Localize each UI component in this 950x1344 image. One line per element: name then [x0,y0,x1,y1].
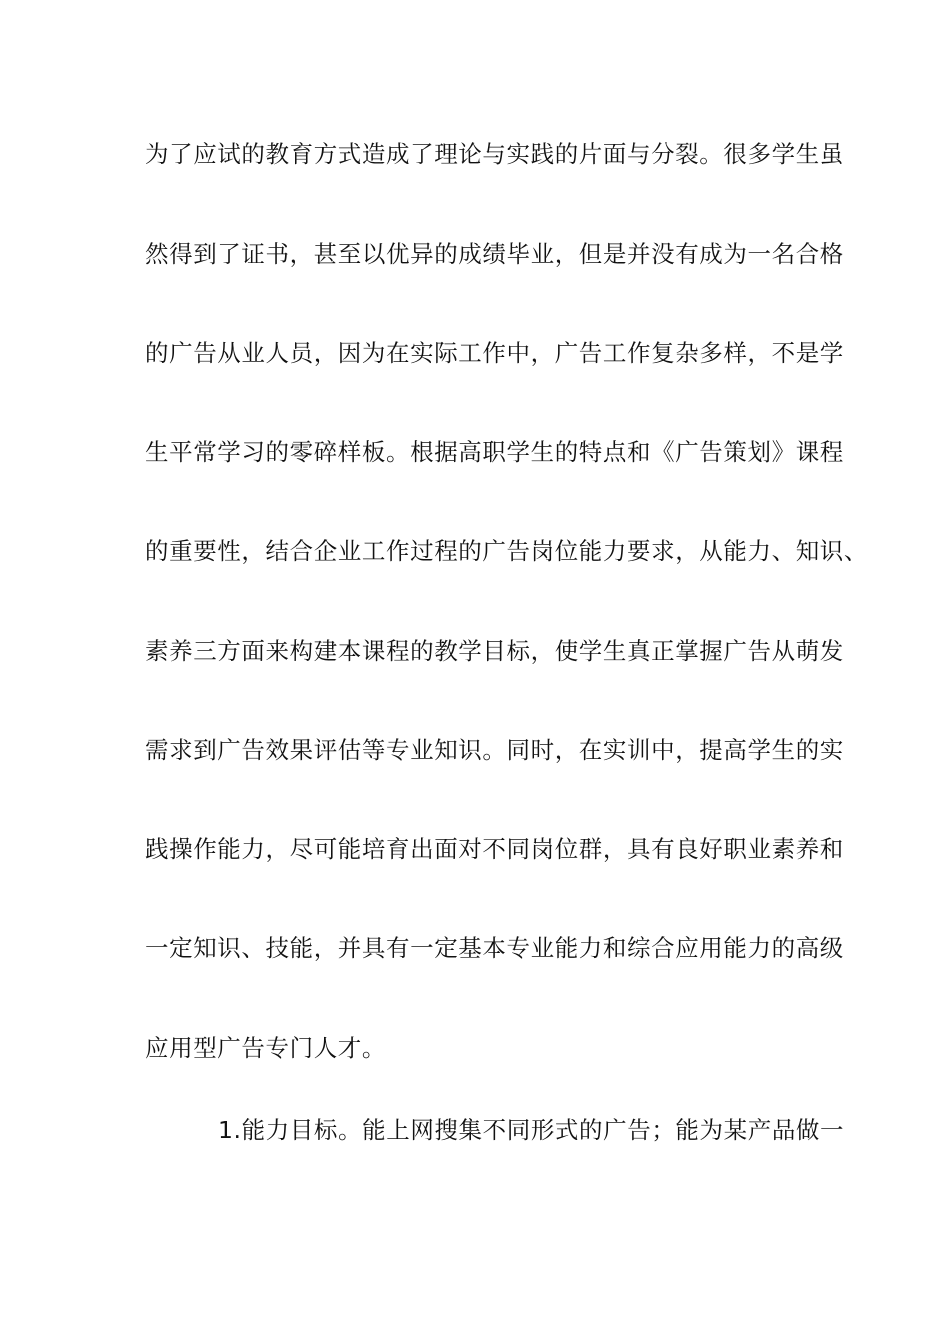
paragraph-line: 应用型广告专门人才。 [145,1034,386,1062]
paragraph-line: 素养三方面来构建本课程的教学目标，使学生真正掌握广告从萌发 [145,637,844,665]
numbered-paragraph-line: 1.能力目标。能上网搜集不同形式的广告；能为某产品做一 [218,1116,845,1144]
paragraph-line: 然得到了证书，甚至以优异的成绩毕业，但是并没有成为一名合格 [145,240,844,268]
paragraph-line: 一定知识、技能，并具有一定基本专业能力和综合应用能力的高级 [145,934,844,962]
paragraph-line: 践操作能力，尽可能培育出面对不同岗位群，具有良好职业素养和 [145,835,844,863]
paragraph-line: 的重要性，结合企业工作过程的广告岗位能力要求，从能力、知识、 [145,537,868,565]
paragraph-line: 的广告从业人员，因为在实际工作中，广告工作复杂多样，不是学 [145,339,844,367]
paragraph-line: 为了应试的教育方式造成了理论与实践的片面与分裂。很多学生虽 [145,140,844,168]
paragraph-line: 生平常学习的零碎样板。根据高职学生的特点和《广告策划》课程 [145,438,844,466]
paragraph-line: 需求到广告效果评估等专业知识。同时，在实训中，提高学生的实 [145,736,844,764]
